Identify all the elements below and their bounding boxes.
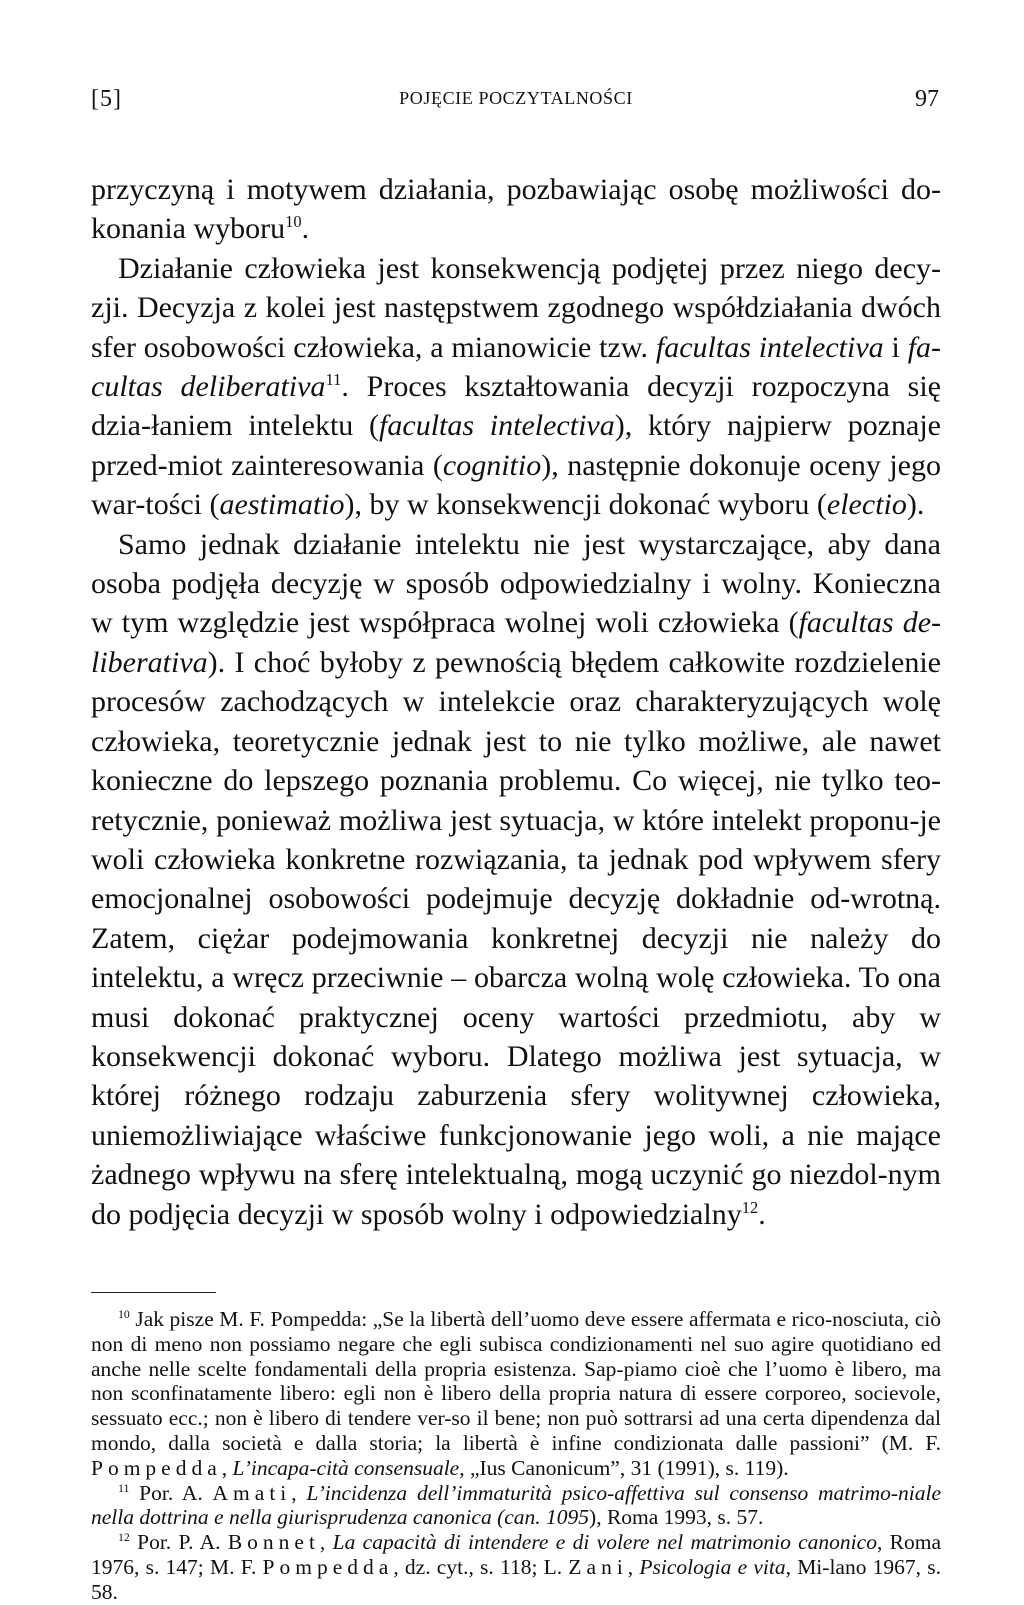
italic-title: La capacità di intendere e di volere nel matrimonio canonico: [332, 1530, 877, 1555]
footnote-number: 10: [118, 1306, 130, 1321]
running-title: POJĘCIE POCZYTALNOŚCI: [399, 88, 633, 108]
footnote-ref-11[interactable]: 11: [325, 370, 342, 390]
text-run: ), który najpierw poznaje przed-miot zainteresowania (: [91, 409, 941, 482]
footnote-10: [91, 1307, 941, 1481]
paragraph-1: [91, 170, 941, 249]
paragraph-2: [91, 249, 941, 525]
text-run: ,: [319, 1530, 333, 1555]
text-run: ,: [221, 1455, 233, 1480]
author-name: Pompedda: [91, 1455, 222, 1480]
footnote-ref-10[interactable]: 10: [285, 212, 302, 232]
italic-term: electio: [826, 488, 907, 522]
italic-term: facultas intelectiva: [655, 330, 884, 364]
text-run: .: [301, 212, 310, 246]
text-run: , dz. cyt., s. 118; L.: [393, 1554, 569, 1579]
text-run: ).: [906, 488, 925, 522]
text-run: , Roma 1976, s. 147; M. F.: [91, 1530, 942, 1579]
author-name: Zani: [568, 1554, 628, 1579]
text-run: i: [883, 330, 908, 364]
text-run: ). I choć byłoby z pewnością błędem całkowite rozdzielenie procesów zachodzących w intelekcie oraz charakteryzujących wolę człowieka, teoretycznie jednak jest to nie tylko możliwe, ale nawet konieczne do lepszego poznania problemu. Co więcej, nie tylko teo-retycznie, ponieważ możliwa jest sytuacja, w które intelekt proponu-je woli człowieka konkretne rozwiązania, ta jednak pod wpływem sfery emocjonalnej osobowości podejmuje decyzję dokładnie od-wrotną. Zatem, ciężar podejmowania konkretnej decyzji nie należy do intelektu, a wręcz przeciwnie – obarcza wolną wolę człowieka. To ona musi dokonać praktycznej oceny wartości przedmiotu, aby w konsekwencji dokonać wyboru. Dlatego możliwa jest sytuacja, w której różnego rodzaju zaburzenia sfery wolitywnej człowieka, uniemożliwiające właściwe funkcjonowanie jego woli, a nie mające żadnego wpływu na sferę intelektualną, mogą uczynić go niezdol-nym do podjęcia decyzji w sposób wolny i odpowiedzialny: [91, 645, 941, 1231]
text-run: Działanie człowieka jest konsekwencją podjętej przez niego decy-zji. Decyzja z kolei jest następstwem zgodnego współdziałania dwóch sfer osobowości człowieka, a mianowicie tzw.: [91, 251, 941, 364]
text-run: Por. A.: [129, 1480, 213, 1505]
footnote-11: [91, 1481, 941, 1531]
text-run: Por. P. A.: [129, 1530, 228, 1555]
paragraph-3: [91, 525, 941, 1234]
text-run: . Proces kształtowania decyzji rozpoczyna się dzia-łaniem intelektu (: [91, 370, 941, 443]
text-run: .: [758, 1197, 766, 1231]
author-name: Bonnet: [227, 1530, 320, 1555]
main-text: [91, 170, 941, 1234]
footnote-number: 12: [118, 1529, 130, 1544]
italic-title: L’incidenza dell’immaturità psico-affettiva sul consenso matrimo-niale nella dottrina e nella giurisprudenza canonica (can. 1095: [91, 1480, 942, 1530]
author-name: Pompedda: [262, 1554, 394, 1579]
italic-title: Psicologia e vita: [639, 1554, 786, 1579]
italic-term: aestimatio: [219, 488, 345, 522]
text-run: przyczyną i motywem działania, pozbawiając osobę możliwości do-konania wyboru: [91, 173, 941, 246]
text-run: , „Ius Canonicum”, 31 (1991), s. 119).: [459, 1455, 789, 1480]
italic-term: cognitio: [442, 448, 542, 482]
text-run: ), by w konsekwencji dokonać wyboru (: [344, 488, 827, 522]
text-run: ), Roma 1993, s. 57.: [589, 1505, 764, 1530]
text-run: , Mi-lano 1967, s. 58.: [91, 1554, 942, 1604]
section-number: [5]: [91, 86, 122, 112]
text-run: ), następnie dokonuje oceny jego war-tości (: [91, 448, 941, 522]
italic-term: facultas de-liberativa: [91, 606, 941, 679]
page-number: 97: [915, 86, 939, 112]
text-run: ,: [291, 1480, 307, 1505]
running-header: [91, 78, 941, 118]
author-name: Amati: [212, 1480, 292, 1505]
text-run: Jak pisze M. F. Pompedda: „Se la libertà dell’uomo deve essere affermata e rico-nosciuta, ciò non di meno non possiamo negare che egli subisca condizionamenti nel suo agire quotidiano ed anche nelle scelte fondamentali della propria esistenza. Sap-piamo cioè che l’uomo è libero, ma non sconfinatamente libero: egli non è libero della propria natura di essere corporeo, socievole, sessuato ecc.; non è libero di tendere ver-so il bene; non può sottrarsi ad una certa dipendenza dal mondo, dalla società e dalla storia; la libertà è infine condizionata dalle passioni” (M. F.: [91, 1306, 941, 1455]
footnote-ref-12[interactable]: 12: [741, 1197, 759, 1217]
italic-term: fa-cultas deliberativa: [91, 330, 942, 404]
text-run: ,: [627, 1554, 640, 1579]
text-run: Samo jednak działanie intelektu nie jest wystarczające, aby dana osoba podjęła decyzję w sposób odpowiedzialny i wolny. Konieczna w tym względzie jest współpraca wolnej woli człowieka (: [91, 527, 941, 640]
footnotes: [91, 1307, 941, 1605]
footnote-separator: [91, 1292, 216, 1293]
footnote-number: 11: [118, 1480, 130, 1495]
footnote-12: [91, 1530, 941, 1604]
italic-term: facultas intelectiva: [379, 409, 615, 443]
document-page: [91, 78, 941, 1605]
italic-title: L’incapa-cità consensuale: [232, 1455, 460, 1480]
